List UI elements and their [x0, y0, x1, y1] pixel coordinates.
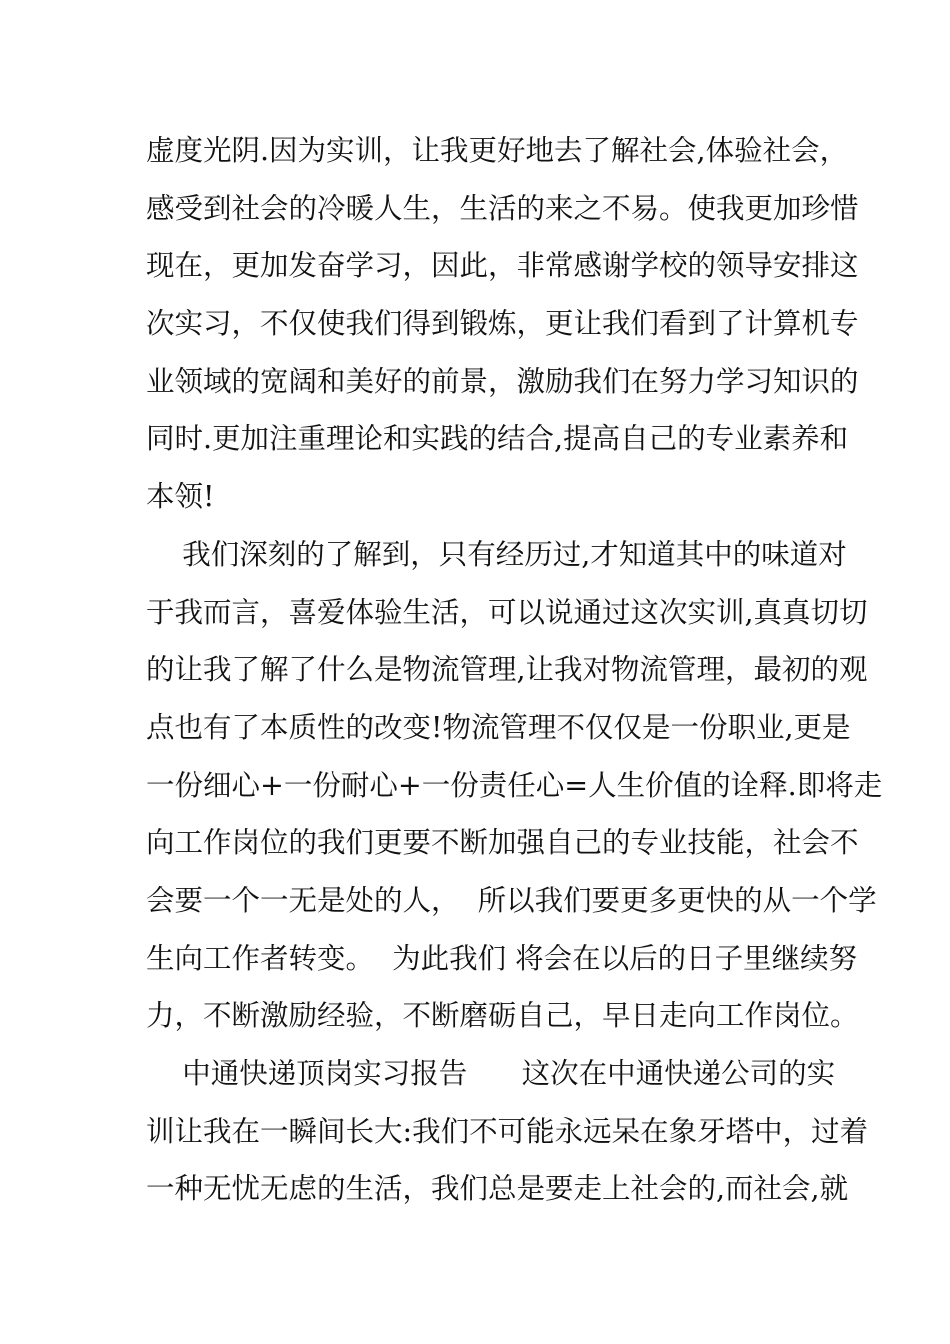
text-line: 点也有了本质性的改变!物流管理不仅仅是一份职业,更是: [146, 710, 851, 744]
text-line: 虚度光阴.因为实训，让我更好地去了解社会,体验社会，: [146, 134, 849, 167]
text-line: 于我而言，喜爱体验生活，可以说通过这次实训,真真切切: [146, 595, 868, 629]
text-line: 业领域的宽阔和美好的前景，激励我们在努力学习知识的: [146, 364, 859, 398]
text-line: 次实习，不仅使我们得到锻炼，更让我们看到了计算机专: [146, 307, 859, 341]
body-text: [146, 128, 883, 1224]
text-line: 力，不断激励经验，不断磨砺自己，早日走向工作岗位。: [146, 999, 859, 1033]
text-line: 向工作岗位的我们更要不断加强自己的专业技能，社会不: [146, 826, 859, 860]
text-line: 感受到社会的冷暖人生，生活的来之不易。使我更加珍惜: [146, 191, 859, 225]
text-line: 一份细心+一份耐心+一份责任心=人生价值的诠释.即将走: [146, 768, 883, 802]
text-line: 中通快递顶岗实习报告 这次在中通快递公司的实: [146, 1057, 836, 1090]
text-line: 的让我了解了什么是物流管理,让我对物流管理，最初的观: [146, 653, 868, 687]
text-line: 我们深刻的了解到，只有经历过,才知道其中的味道对: [146, 537, 847, 571]
text-line: 一种无忧无虑的生活，我们总是要走上社会的,而社会,就: [146, 1172, 849, 1206]
text-line: 同时.更加注重理论和实践的结合,提高自己的专业素养和: [146, 422, 849, 456]
text-line: 会要一个一无是处的人， 所以我们要更多更快的从一个学: [146, 883, 877, 917]
text-line: 现在，更加发奋学习，因此，非常感谢学校的领导安排这: [146, 249, 859, 283]
text-line: 生向工作者转变。 为此我们 将会在以后的日子里继续努: [146, 941, 858, 975]
text-line: 训让我在一瞬间长大:我们不可能永远呆在象牙塔中，过着: [146, 1114, 869, 1148]
text-line: 本领!: [146, 480, 215, 514]
